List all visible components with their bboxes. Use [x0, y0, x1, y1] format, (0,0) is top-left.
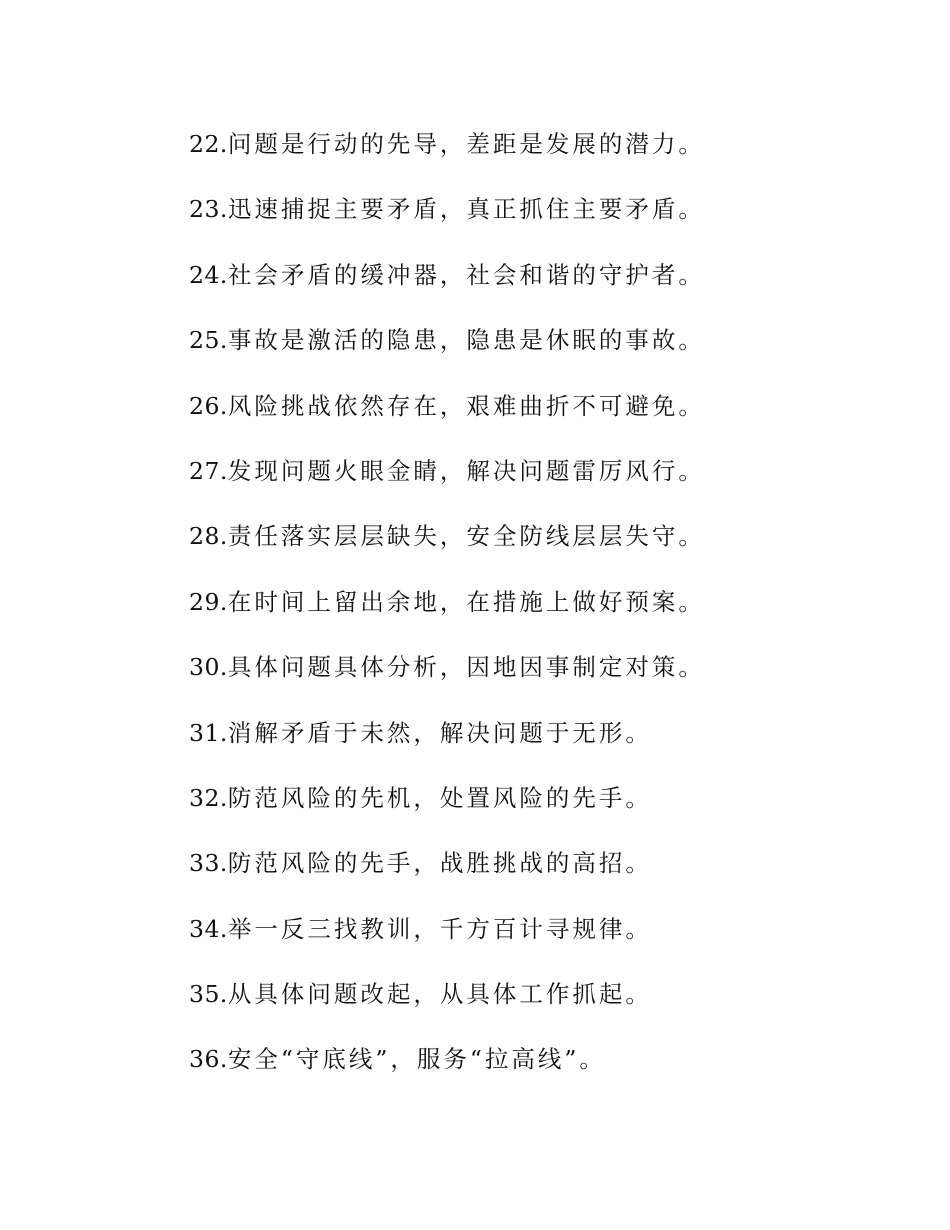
list-item: [189, 647, 889, 712]
item-number: 23.: [189, 195, 228, 224]
list-item: [189, 582, 889, 647]
list-item: [189, 124, 889, 189]
item-text: 安全“守底线”，服务“拉高线”。: [227, 1045, 606, 1074]
item-number: 30.: [189, 653, 228, 682]
item-text: 在时间上留出余地，在措施上做好预案。: [227, 587, 705, 616]
item-text: 发现问题火眼金睛，解决问题雷厉风行。: [227, 456, 705, 485]
list-item: [189, 1039, 889, 1104]
list-item: [189, 713, 889, 778]
item-number: 26.: [189, 391, 228, 420]
item-text: 防范风险的先手，战胜挑战的高招。: [227, 849, 652, 878]
item-number: 28.: [189, 522, 228, 551]
item-number: 31.: [189, 718, 228, 747]
item-text: 举一反三找教训，千方百计寻规律。: [227, 914, 652, 943]
list-item: [189, 516, 889, 581]
item-number: 34.: [189, 914, 228, 943]
list-item: [189, 451, 889, 516]
list-item: [189, 386, 889, 451]
slogan-list: [189, 124, 889, 1105]
list-item: [189, 320, 889, 385]
item-text: 消解矛盾于未然，解决问题于无形。: [227, 718, 652, 747]
item-number: 27.: [189, 456, 228, 485]
item-text: 从具体问题改起，从具体工作抓起。: [227, 980, 652, 1009]
item-text: 社会矛盾的缓冲器，社会和谐的守护者。: [227, 260, 705, 289]
item-number: 24.: [189, 260, 228, 289]
list-item: [189, 974, 889, 1039]
item-number: 33.: [189, 849, 228, 878]
item-text: 具体问题具体分析，因地因事制定对策。: [227, 653, 705, 682]
item-number: 36.: [189, 1045, 228, 1074]
list-item: [189, 778, 889, 843]
list-item: [189, 255, 889, 320]
item-text: 迅速捕捉主要矛盾，真正抓住主要矛盾。: [227, 195, 705, 224]
list-item: [189, 843, 889, 908]
item-number: 35.: [189, 980, 228, 1009]
item-number: 32.: [189, 783, 228, 812]
item-text: 问题是行动的先导，差距是发展的潜力。: [227, 130, 705, 158]
list-item: [189, 909, 889, 974]
item-text: 风险挑战依然存在，艰难曲折不可避免。: [227, 391, 705, 420]
item-text: 防范风险的先机，处置风险的先手。: [227, 783, 652, 812]
item-number: 29.: [189, 587, 228, 616]
item-number: 22.: [189, 130, 228, 158]
item-text: 事故是激活的隐患，隐患是休眠的事故。: [227, 326, 705, 355]
item-text: 责任落实层层缺失，安全防线层层失守。: [227, 522, 705, 551]
item-number: 25.: [189, 326, 228, 355]
list-item: [189, 189, 889, 254]
